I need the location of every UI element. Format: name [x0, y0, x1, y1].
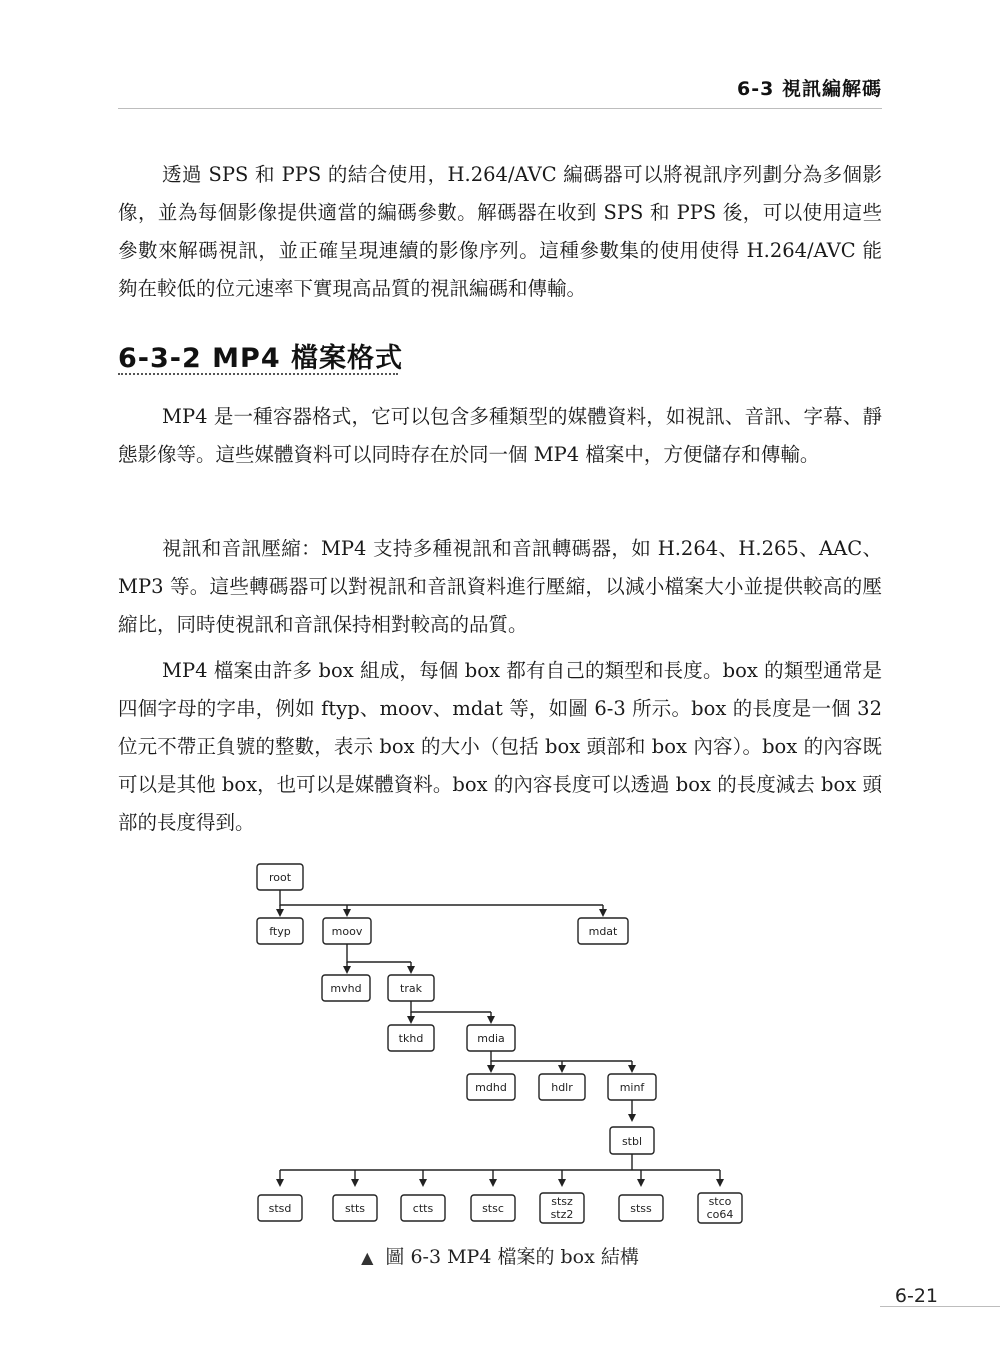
- box-node-stco-co64: [698, 1193, 742, 1223]
- paragraph-box-structure: MP4 檔案由許多 box 組成，每個 box 都有自己的類型和長度。box 的類型通常是四個字母的字串，例如 ftyp、moov、mdat 等，如圖 6-3 所示。box 的長度是一個 32 位元不帶正負號的整數，表示 box 的大小（包括 box 頭部和 box 內容）。box 的內容既可以是其他 box，也可以是媒體資料。box 的內容長度可以透過 box 的長度減去 box 頭部的長度得到。: [118, 659, 882, 834]
- box-node-ctts: [401, 1195, 445, 1221]
- box-node-mvhd: [322, 975, 370, 1001]
- triangle-marker-icon: ▲: [361, 1248, 374, 1267]
- svg-text:mdia: mdia: [477, 1032, 505, 1045]
- box-node-mdia: [467, 1025, 515, 1051]
- box-node-stss: [619, 1195, 663, 1221]
- svg-text:trak: trak: [400, 982, 422, 995]
- box-node-stts: [333, 1195, 377, 1221]
- svg-text:stbl: stbl: [621, 1135, 643, 1148]
- svg-text:stsd: stsd: [268, 1202, 292, 1215]
- svg-text:stsc: stsc: [482, 1202, 504, 1215]
- header-divider: [118, 108, 882, 109]
- box-node-tkhd: [388, 1025, 434, 1051]
- svg-text:minf: minf: [619, 1081, 645, 1094]
- box-node-minf: [608, 1074, 656, 1100]
- box-node-ftyp: [257, 918, 303, 944]
- svg-text:mdat: mdat: [588, 925, 618, 938]
- box-node-stsc: [471, 1195, 515, 1221]
- page-number: 6-21: [894, 1285, 938, 1307]
- svg-text:mdhd: mdhd: [475, 1081, 507, 1094]
- box-node-mdat: [578, 918, 628, 944]
- box-node-stsd: [258, 1195, 302, 1221]
- svg-text:tkhd: tkhd: [398, 1032, 424, 1045]
- box-node-root: [257, 864, 303, 890]
- svg-text:stco: stco: [708, 1195, 732, 1208]
- svg-text:mvhd: mvhd: [330, 982, 362, 995]
- box-node-trak: [388, 975, 434, 1001]
- section-heading: 6-3-2 MP4 檔案格式: [118, 343, 404, 374]
- section-heading-underline: [118, 373, 398, 375]
- svg-text:stts: stts: [344, 1202, 366, 1215]
- paragraph-sps-pps: 透過 SPS 和 PPS 的結合使用，H.264/AVC 編碼器可以將視訊序列劃分為多個影像，並為每個影像提供適當的編碼參數。解碼器在收到 SPS 和 PPS 後，可以使用這些參數來解碼視訊，並正確呈現連續的影像序列。這種參數集的使用使得 H.264/AVC 能夠在較低的位元速率下實現高品質的視訊編碼和傳輸。: [118, 163, 882, 300]
- box-node-moov: [323, 918, 371, 944]
- svg-text:stz2: stz2: [550, 1208, 574, 1221]
- figure-caption: [0, 1242, 1000, 1269]
- box-node-hdlr: [539, 1074, 585, 1100]
- paragraph-compression: 視訊和音訊壓縮：MP4 支持多種視訊和音訊轉碼器，如 H.264、H.265、AAC、MP3 等。這些轉碼器可以對視訊和音訊資料進行壓縮，以減小檔案大小並提供較高的壓縮比，同時使視訊和音訊保持相對較高的品質。: [118, 537, 882, 636]
- box-node-mdhd: [467, 1074, 515, 1100]
- footer-divider: [880, 1306, 1000, 1307]
- svg-text:co64: co64: [706, 1208, 734, 1221]
- paragraph-mp4-container: MP4 是一種容器格式，它可以包含多種類型的媒體資料，如視訊、音訊、字幕、靜態影像等。這些媒體資料可以同時存在於同一個 MP4 檔案中，方便儲存和傳輸。: [118, 405, 882, 466]
- running-header-title: 6-3 視訊編解碼: [737, 78, 882, 100]
- svg-text:moov: moov: [331, 925, 363, 938]
- figure-caption-text: 圖 6-3 MP4 檔案的 box 結構: [385, 1246, 639, 1268]
- box-node-stbl: [610, 1127, 654, 1154]
- box-node-stsz-stz2: [540, 1193, 584, 1223]
- svg-text:root: root: [268, 871, 292, 884]
- svg-text:hdlr: hdlr: [551, 1081, 573, 1094]
- svg-text:ftyp: ftyp: [269, 925, 291, 938]
- svg-text:stsz: stsz: [551, 1195, 573, 1208]
- svg-text:ctts: ctts: [412, 1202, 434, 1215]
- svg-text:stss: stss: [630, 1202, 652, 1215]
